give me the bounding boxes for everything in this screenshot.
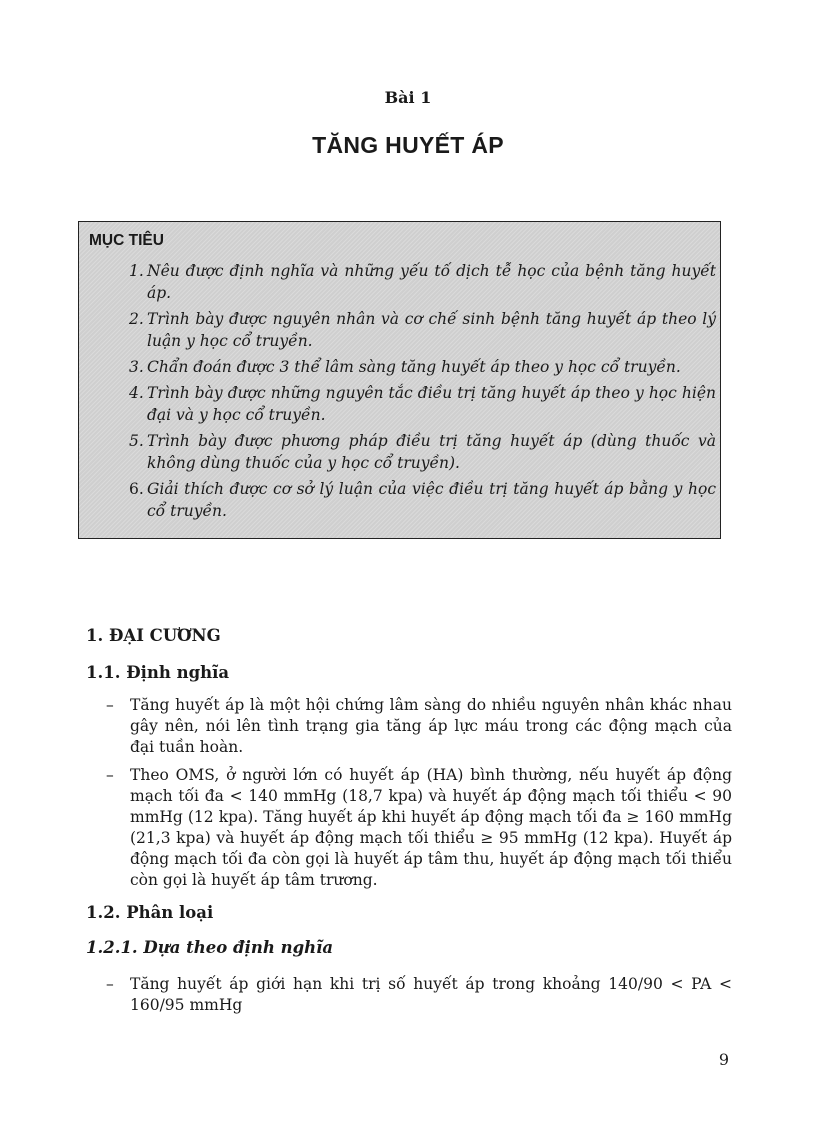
- subsubsection-heading: 1.2.1. Dựa theo định nghĩa: [86, 938, 334, 957]
- bullet-text: Theo OMS, ở người lớn có huyết áp (HA) bình thường, nếu huyết áp động mạch tối đa < 140 mmHg (18,7 kpa) và huyết áp động mạch tối thiểu < 90 mmHg (12 kpa). Tăng huyết áp khi huyết áp động mạch tối đa ≥ 160 mmHg (21,3 kpa) và huyết áp động mạch tối thiểu ≥ 95 mmHg (12 kpa). Huyết áp động mạch tối đa còn gọi là huyết áp tâm thu, huyết áp động mạch tối thiểu còn gọi là huyết áp tâm trương.: [130, 766, 732, 889]
- objective-text: Trình bày được những nguyên tắc điều trị tăng huyết áp theo y học hiện đại và y học cổ truyền.: [147, 384, 716, 424]
- objective-item: [129, 430, 716, 474]
- page-number: 9: [718, 1050, 729, 1069]
- bullet-text: Tăng huyết áp giới hạn khi trị số huyết áp trong khoảng 140/90 < PA < 160/95 mmHg: [130, 975, 732, 1014]
- objectives-list: [129, 260, 716, 526]
- objective-item: [129, 382, 716, 426]
- bullet-item: [106, 765, 732, 891]
- objective-item: [129, 478, 716, 522]
- subsection-heading: 1.1. Định nghĩa: [86, 663, 230, 682]
- dash-bullet: –: [106, 766, 114, 784]
- objective-item: [129, 308, 716, 352]
- objective-number: 1.: [129, 262, 144, 280]
- dash-bullet: –: [106, 975, 114, 993]
- bullet-text: Tăng huyết áp là một hội chứng lâm sàng do nhiều nguyên nhân khác nhau gây nên, nói lên tình trạng gia tăng áp lực máu trong các động mạch của đại tuần hoàn.: [130, 696, 732, 756]
- objectives-title: MỤC TIÊU: [89, 232, 164, 249]
- objective-number: 5.: [129, 432, 144, 450]
- objective-number: 3.: [129, 358, 144, 376]
- objective-text: Nêu được định nghĩa và những yếu tố dịch tễ học của bệnh tăng huyết áp.: [147, 262, 716, 302]
- objective-text: Trình bày được phương pháp điều trị tăng huyết áp (dùng thuốc và không dùng thuốc của y học cổ truyền).: [147, 432, 716, 472]
- section-heading: 1. ĐẠI CƯƠNG: [86, 626, 221, 645]
- bullet-item: [106, 695, 732, 758]
- objective-text: Trình bày được nguyên nhân và cơ chế sinh bệnh tăng huyết áp theo lý luận y học cổ truyền.: [147, 310, 716, 350]
- dash-bullet: –: [106, 696, 114, 714]
- objectives-box: [78, 221, 721, 539]
- objective-number: 6.: [129, 480, 144, 498]
- objective-text: Chẩn đoán được 3 thể lâm sàng tăng huyết áp theo y học cổ truyền.: [147, 358, 681, 376]
- page-title: TĂNG HUYẾT ÁP: [312, 132, 504, 158]
- objective-item: [129, 260, 716, 304]
- objective-item: [129, 356, 716, 378]
- objective-number: 2.: [129, 310, 144, 328]
- objective-number: 4.: [129, 384, 144, 402]
- objective-text: Giải thích được cơ sở lý luận của việc điều trị tăng huyết áp bằng y học cổ truyền.: [147, 480, 716, 520]
- bullet-item: [106, 974, 732, 1016]
- lesson-number: Bài 1: [384, 88, 432, 107]
- subsection-heading: 1.2. Phân loại: [86, 903, 214, 922]
